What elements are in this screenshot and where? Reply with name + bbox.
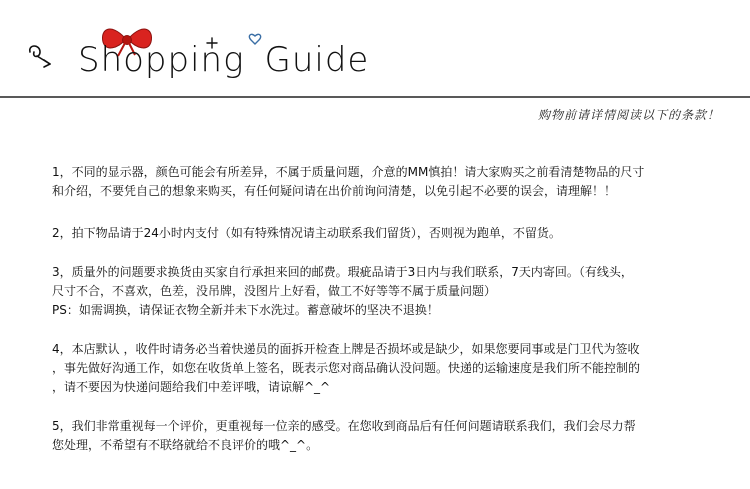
header [0, 0, 750, 130]
term-3 [52, 263, 702, 320]
arrow-icon [30, 46, 50, 67]
subtitle: 购物前请详情阅读以下的条款！ [537, 108, 720, 122]
term-line: 4，本店默认 ，收件时请务必当着快递员的面拆开检查上牌是否损坏或是缺少，如果您要同事或是门卫代为签收 [52, 342, 640, 356]
title-word-guide: Guide [264, 40, 370, 80]
term-line: 1，不同的显示器，颜色可能会有所差异，不属于质量问题，介意的MM慎拍！请大家购买之前看清楚物品的尺寸 [52, 165, 645, 179]
term-1 [52, 163, 702, 201]
terms-list [52, 163, 702, 475]
term-line: 您处理，不希望有不联络就给不良评价的哦^_^。 [52, 438, 319, 452]
term-line: 尺寸不合，不喜欢，色差，没吊牌，没图片上好看，做工不好等等不属于质量问题） [52, 284, 497, 298]
term-4 [52, 340, 702, 397]
page-title [78, 40, 369, 80]
term-line: 和介绍，不要凭自己的想象来购买，有任何疑问请在出价前询问清楚，以免引起不必要的误会，请理解！！ [52, 184, 617, 198]
term-line: PS：如需调换，请保证衣物全新并未下水洗过。蓄意破坏的坚决不退换！ [52, 303, 439, 317]
term-line: ，请不要因为快递问题给我们中差评哦，请谅解^_^ [52, 380, 331, 394]
term-line: 5，我们非常重视每一个评价，更重视每一位亲的感受。在您收到商品后有任何问题请联系我们，我们会尽力帮 [52, 419, 636, 433]
term-5 [52, 417, 702, 455]
term-2 [52, 224, 702, 243]
term-line: ，事先做好沟通工作，如您在收货单上签名，既表示您对商品确认没问题。快递的运输速度是我们所不能控制的 [52, 361, 641, 375]
term-line: 3，质量外的问题要求换货由买家自行承担来回的邮费。瑕疵品请于3日内与我们联系，7天内寄回。（有线头， [52, 265, 633, 279]
term-line: 2，拍下物品请于24小时内支付（如有特殊情况请主动联系我们留货），否则视为跑单，不留货。 [52, 226, 561, 240]
title-word-shopping: Shopping [78, 40, 245, 80]
